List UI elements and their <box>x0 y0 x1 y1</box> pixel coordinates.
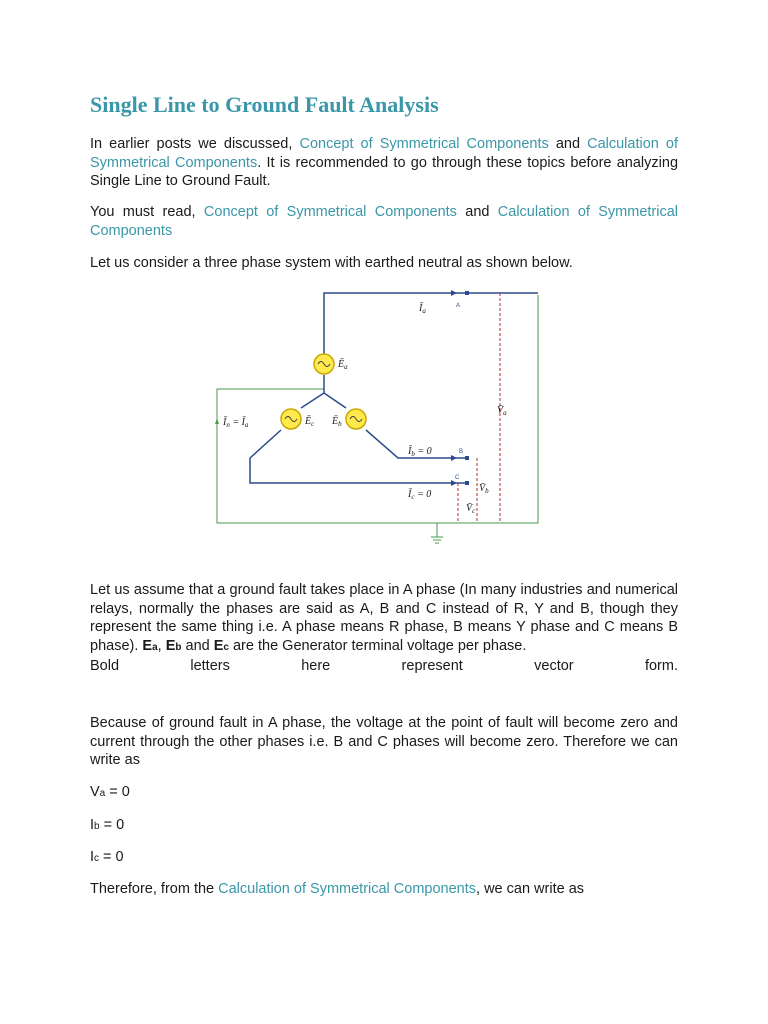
assume-last-line: Bold letters here represent vector form. <box>90 658 678 674</box>
label-ia: $Ī_a$ <box>419 303 426 315</box>
intro-paragraph <box>90 135 678 191</box>
label-phase-c: C <box>455 475 460 481</box>
phase-wires <box>250 293 538 483</box>
must-read-text-1: You must read, <box>90 204 204 220</box>
label-ic: $Ī_c = 0$ <box>408 489 432 501</box>
label-in: $Ī_n$ = $Ī_a$ <box>223 417 249 429</box>
source-eb <box>346 409 366 429</box>
eb-bold: Eb <box>165 637 182 654</box>
terminal-dots <box>465 291 469 485</box>
label-ib: $Ī_b = 0$ <box>408 446 432 458</box>
link-calculation-symmetrical-components-3[interactable]: Calculation of Symmetrical Components <box>218 881 477 897</box>
intro-text-2: and <box>548 136 588 152</box>
current-arrows <box>451 290 457 486</box>
ea-bold: Ea <box>142 637 158 654</box>
source-ea <box>314 354 334 374</box>
equation-ib: Ib = 0 <box>90 817 125 833</box>
label-phase-b: B <box>459 449 464 455</box>
page-title: Single Line to Ground Fault Analysis <box>90 92 439 117</box>
link-calculation-symmetrical-components-2[interactable]: Calculation of Symmetrical Components <box>90 204 679 239</box>
assume-paragraph <box>90 581 678 676</box>
equation-ic: Ic = 0 <box>90 849 124 865</box>
intro-text-1: In earlier posts we discussed, <box>90 136 300 152</box>
must-read-text-2: and <box>456 204 498 220</box>
circuit-diagram <box>215 283 555 545</box>
label-va: $V̄_a$ <box>497 405 507 417</box>
source-ec <box>281 409 301 429</box>
link-calculation-symmetrical-components[interactable]: Calculation of Symmetrical Components <box>90 136 679 171</box>
label-vb: $V̄_b$ <box>479 483 489 495</box>
equation-va: Va = 0 <box>90 784 130 800</box>
label-eb: $Ē_b$ <box>332 416 342 428</box>
ground-return-loop <box>215 295 538 543</box>
intro-text-3: . It is recommended to go through these topics before analyzing Single Line to Ground Fault. <box>90 154 679 189</box>
because-paragraph: Because of ground fault in A phase, the voltage at the point of fault will become zero and current through the other phases i.e. B and C phases will become zero. Therefore we can write as <box>90 715 678 768</box>
label-ec: $Ē_c$ <box>305 416 315 428</box>
label-ea: $Ē_a$ <box>338 359 348 371</box>
link-concept-symmetrical-components-2[interactable]: Concept of Symmetrical Components <box>203 204 457 220</box>
ec-bold: Ec <box>213 637 229 654</box>
must-read-paragraph <box>90 203 678 240</box>
assume-text: Let us assume that a ground fault takes place in A phase (In many industries and numerical relays, normally the phases are said as A, B and C instead of R, Y and B, though they represent the same thing i.e. A phase means R phase, B means Y phase and C means B phase). Ea, Eb and Ec are the Generator terminal voltage per phase. <box>90 582 678 654</box>
label-phase-a: A <box>456 303 461 309</box>
consider-paragraph: Let us consider a three phase system with earthed neutral as shown below. <box>90 255 573 271</box>
link-concept-symmetrical-components[interactable]: Concept of Symmetrical Components <box>299 136 549 152</box>
label-vc: $V̄_c$ <box>466 503 476 515</box>
therefore-paragraph: Therefore, from the Calculation of Symmetrical Components, we can write as <box>90 881 585 897</box>
